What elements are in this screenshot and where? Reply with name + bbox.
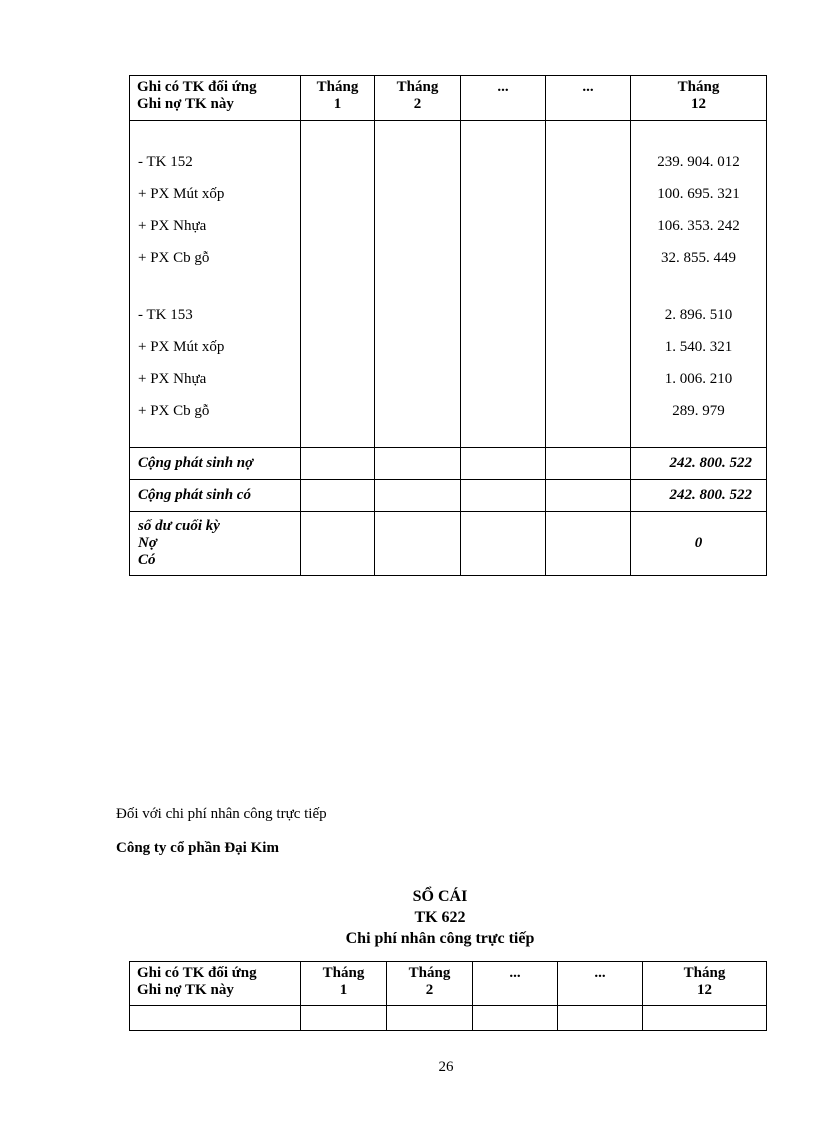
- header-month-label: Tháng: [683, 965, 726, 981]
- ledger-subtitle: Chi phí nhân công trực tiếp: [345, 930, 535, 947]
- page-number: 26: [438, 1059, 454, 1075]
- empty-cell: [546, 512, 631, 576]
- empty-cell: [461, 448, 546, 480]
- header-debit-account: Ghi nợ TK này: [137, 982, 234, 998]
- list-item: + PX Mút xốp: [138, 339, 225, 355]
- empty-cell: [375, 480, 461, 512]
- company-name: Công ty cổ phần Đại Kim: [116, 840, 279, 856]
- closing-balance-amount: 0: [631, 512, 767, 576]
- header-month-label: Tháng: [408, 965, 451, 981]
- list-item: - TK 153: [138, 307, 193, 323]
- ellipsis-cell-2: [546, 121, 631, 448]
- ledger-account: TK 622: [414, 909, 466, 926]
- table-row: [130, 1006, 767, 1031]
- closing-balance-row: [130, 512, 767, 576]
- amount-value: 289. 979: [672, 403, 725, 419]
- header-month-label: Tháng: [322, 965, 365, 981]
- header-month-number: 12: [697, 982, 712, 998]
- closing-balance-label: [130, 512, 301, 576]
- total-debit-amount: 242. 800. 522: [631, 448, 767, 480]
- empty-cell: [473, 1006, 558, 1031]
- header-ellipsis-1: ...: [473, 962, 558, 1006]
- amount-value: 239. 904. 012: [657, 154, 740, 170]
- header-ellipsis-1: ...: [461, 76, 546, 121]
- amount-value: 2. 896. 510: [664, 307, 733, 323]
- month-12-amount-cell: [631, 121, 767, 448]
- header-month-12: [643, 962, 767, 1006]
- header-month-1: [301, 76, 375, 121]
- balance-debit: Nợ: [138, 535, 157, 551]
- total-credit-row: [130, 480, 767, 512]
- total-credit-label: Cộng phát sinh có: [130, 480, 301, 512]
- list-item: + PX Cb gỗ: [138, 250, 210, 266]
- empty-cell: [387, 1006, 473, 1031]
- table-header-row: [130, 76, 767, 121]
- empty-cell: [461, 480, 546, 512]
- header-month-label: Tháng: [316, 79, 359, 95]
- list-item: + PX Nhựa: [138, 218, 207, 234]
- section-intro-text: Đối với chi phí nhân công trực tiếp: [116, 806, 327, 822]
- header-month-2: [387, 962, 473, 1006]
- header-month-number: 1: [333, 96, 342, 112]
- amount-value: 32. 855. 449: [661, 250, 736, 266]
- empty-cell: [301, 512, 375, 576]
- empty-cell: [558, 1006, 643, 1031]
- list-item: + PX Nhựa: [138, 371, 207, 387]
- header-month-label: Tháng: [677, 79, 720, 95]
- header-ellipsis-2: ...: [546, 76, 631, 121]
- month-1-cell: [301, 121, 375, 448]
- list-item: - TK 152: [138, 154, 193, 170]
- ledger-table-tk622: [129, 961, 767, 1031]
- ellipsis-cell-1: [461, 121, 546, 448]
- header-ellipsis-2: ...: [558, 962, 643, 1006]
- month-2-cell: [375, 121, 461, 448]
- empty-cell: [375, 512, 461, 576]
- header-month-2: [375, 76, 461, 121]
- amount-value: 106. 353. 242: [657, 218, 740, 234]
- list-item: + PX Mút xốp: [138, 186, 225, 202]
- header-debit-account: Ghi nợ TK này: [137, 96, 234, 112]
- total-debit-label: Cộng phát sinh nợ: [130, 448, 301, 480]
- ledger-table-tk621: [129, 75, 767, 576]
- list-item: + PX Cb gỗ: [138, 403, 210, 419]
- ledger-title: SỔ CÁI: [412, 888, 468, 905]
- ledger-body-row: [130, 121, 767, 448]
- empty-cell: [461, 512, 546, 576]
- balance-credit: Có: [138, 552, 156, 568]
- header-month-number: 1: [339, 982, 348, 998]
- header-month-1: [301, 962, 387, 1006]
- amount-value: 1. 006. 210: [664, 371, 733, 387]
- empty-cell: [643, 1006, 767, 1031]
- header-credit-account: Ghi có TK đối ứng: [137, 79, 257, 95]
- total-debit-row: [130, 448, 767, 480]
- empty-cell: [130, 1006, 301, 1031]
- header-account-cell: [130, 962, 301, 1006]
- account-list-cell: [130, 121, 301, 448]
- header-credit-account: Ghi có TK đối ứng: [137, 965, 257, 981]
- header-month-number: 12: [691, 96, 706, 112]
- table-header-row: [130, 962, 767, 1006]
- balance-title: số dư cuối kỳ: [138, 518, 220, 534]
- empty-cell: [375, 448, 461, 480]
- empty-cell: [301, 480, 375, 512]
- empty-cell: [301, 448, 375, 480]
- amount-value: 1. 540. 321: [664, 339, 733, 355]
- header-month-number: 2: [425, 982, 434, 998]
- amount-value: 100. 695. 321: [657, 186, 740, 202]
- header-account-cell: [130, 76, 301, 121]
- header-month-label: Tháng: [396, 79, 439, 95]
- empty-cell: [301, 1006, 387, 1031]
- header-month-12: [631, 76, 767, 121]
- total-credit-amount: 242. 800. 522: [631, 480, 767, 512]
- header-month-number: 2: [413, 96, 422, 112]
- empty-cell: [546, 480, 631, 512]
- empty-cell: [546, 448, 631, 480]
